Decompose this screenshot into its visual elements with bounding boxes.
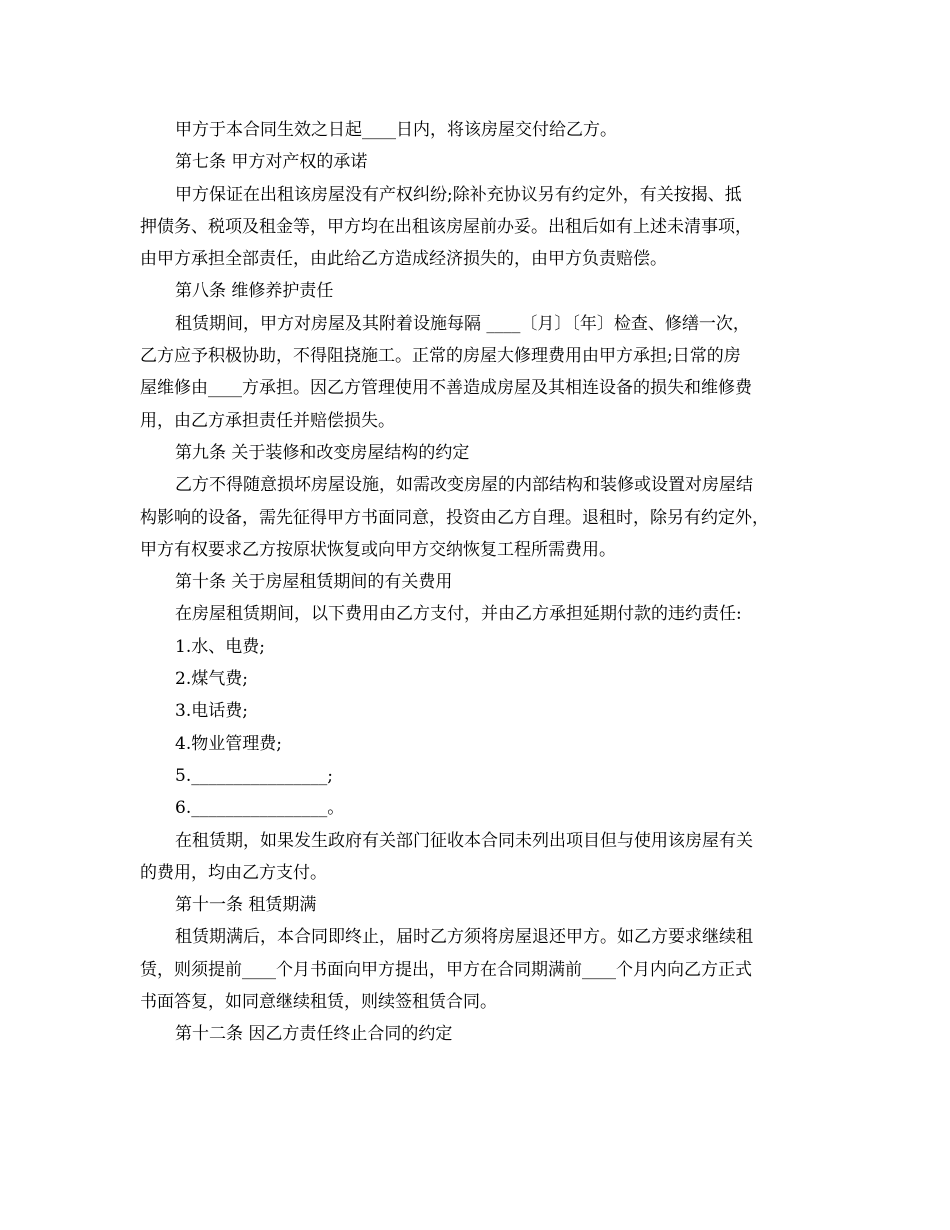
paragraph-line: 在租赁期，如果发生政府有关部门征收本合同未列出项目但与使用该房屋有关 (175, 830, 753, 851)
paragraph-line: 在房屋租赁期间，以下费用由乙方支付，并由乙方承担延期付款的违约责任: (175, 604, 742, 625)
fee-list-item: 3.电话费; (175, 701, 248, 722)
paragraph-line: 甲方保证在出租该房屋没有产权纠纷;除补充协议另有约定外，有关按揭、抵 (175, 184, 742, 205)
document-body (140, 114, 820, 1051)
paragraph-line: 租赁期间，甲方对房屋及其附着设施每隔 ____〔月〕〔年〕检查、修缮一次， (175, 313, 750, 334)
article-8-heading: 第八条 维修养护责任 (175, 281, 334, 302)
paragraph-line: 赁，则须提前____个月书面向甲方提出，甲方在合同期满前____个月内向乙方正式 (140, 959, 752, 980)
paragraph-line: 押债务、税项及租金等，甲方均在出租该房屋前办妥。出租后如有上述未清事项， (140, 216, 752, 237)
paragraph-line: 甲方于本合同生效之日起____日内，将该房屋交付给乙方。 (175, 120, 617, 140)
fee-list-item: 4.物业管理费; (175, 733, 282, 754)
paragraph-line: 书面答复，如同意继续租赁，则续签租赁合同。 (140, 992, 497, 1013)
paragraph-line: 构影响的设备，需先征得甲方书面同意，投资由乙方自理。退租时，除另有约定外， (140, 507, 769, 528)
fee-list-item: 6.________________。 (175, 798, 345, 819)
paragraph-line: 的费用，均由乙方支付。 (140, 862, 327, 883)
article-9-heading: 第九条 关于装修和改变房屋结构的约定 (175, 442, 470, 463)
paragraph-line: 乙方不得随意损坏房屋设施，如需改变房屋的内部结构和装修或设置对房屋结 (175, 475, 753, 496)
paragraph-line: 乙方应予积极协助，不得阻挠施工。正常的房屋大修理费用由甲方承担;日常的房 (140, 346, 741, 367)
paragraph-line: 甲方有权要求乙方按原状恢复或向甲方交纳恢复工程所需费用。 (140, 539, 616, 560)
fee-list-item: 5.________________; (175, 765, 333, 786)
paragraph-line: 屋维修由____方承担。因乙方管理使用不善造成房屋及其相连设备的损失和维修费 (140, 378, 752, 399)
article-11-heading: 第十一条 租赁期满 (175, 895, 317, 916)
paragraph-line: 由甲方承担全部责任，由此给乙方造成经济损失的，由甲方负责赔偿。 (140, 249, 667, 270)
fee-list-item: 1.水、电费; (175, 636, 265, 657)
article-12-heading: 第十二条 因乙方责任终止合同的约定 (175, 1024, 453, 1045)
article-7-heading: 第七条 甲方对产权的承诺 (175, 152, 368, 173)
article-10-heading: 第十条 关于房屋租赁期间的有关费用 (175, 572, 453, 593)
paragraph-line: 租赁期满后，本合同即终止，届时乙方须将房屋退还甲方。如乙方要求继续租 (175, 927, 753, 948)
paragraph-line: 用，由乙方承担责任并赔偿损失。 (140, 410, 395, 431)
fee-list-item: 2.煤气费; (175, 669, 248, 690)
